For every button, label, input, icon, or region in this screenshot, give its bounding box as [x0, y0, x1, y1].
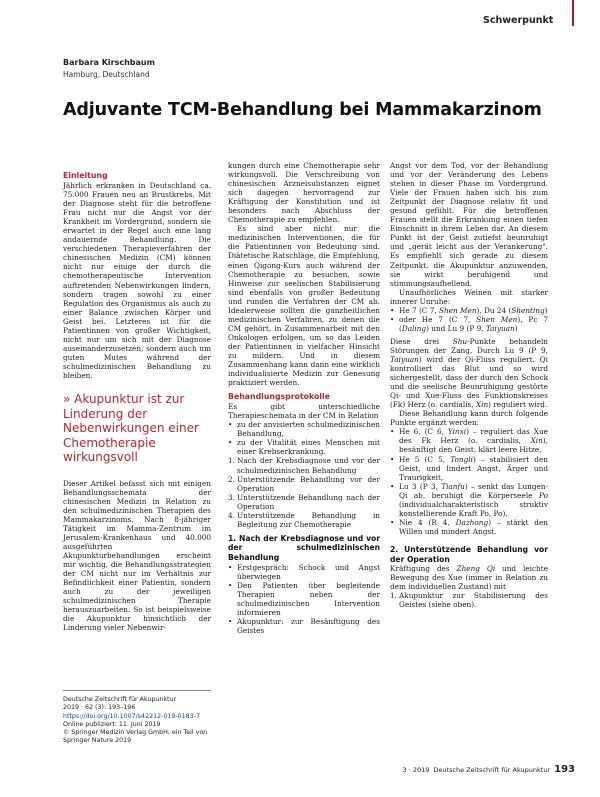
list-item: • Akupunktur: zur Besänftigung des Geistes — [228, 617, 380, 635]
column-1 — [63, 171, 211, 632]
pull-quote: » Akupunktur ist zur Linderung der Nebenwirkungen einer Chemotherapie wirkungsvoll — [63, 392, 199, 465]
text-run: oder He 7 (C 7, — [399, 314, 477, 324]
column-2 — [228, 161, 380, 635]
text-run: ) wird der Qi-Fluss reguliert. Qi kontrolliert das Blut und so wird sichergestellt, dass der durch den Schock und die seelische Beunruhigung gestörte Qi- und Xue-Fluss des Funktionskreises (Fk) Herz (o. cardialis, — [390, 354, 548, 410]
list-item — [228, 511, 380, 529]
list-item — [390, 591, 548, 609]
pinyin-name: Shen Men — [439, 305, 477, 315]
text-run: ), Du 24 ( — [476, 305, 512, 315]
list-text: Unterstützende Behandlung vor der Operation — [237, 474, 380, 493]
body-paragraph: Unaufhörliches Weinen mit starker innerer Unruhe: — [390, 287, 548, 306]
body-paragraph: Diese Behandlung kann durch folgende Punkte ergänzt werden: — [390, 409, 548, 428]
subheading-nach-krebsdiagnose: 1. Nach der Krebsdiagnose und vor der schulmedizinischen Behandlung — [228, 533, 380, 563]
footer-issue: 3 · 2019 — [402, 766, 430, 774]
pinyin-name: Daling — [401, 323, 427, 333]
list-item — [390, 518, 548, 536]
text-run: ), besänftigt den Geist, klärt leere Hitze, — [399, 436, 548, 455]
list-item — [228, 493, 380, 511]
body-paragraph: Dieser Artikel befasst sich mit einigen Behandlungsschemata der chinesischen Medizin in Relation zu den schulmedizinischen Therapien des Mammakarzinoms. Nach 8-jähriger Tätigkeit im Mamma-Zentrum im Jerusalem-Krankenhaus und 40.000 ausgeführten Akupunkturbehandlungen erscheint mir wichtig, die Behandlungsstrategien der CM nicht nur im Verhältnis zur Befindlichkeit einer Patientin, sondern auch zu der jeweiligen schulmedizinischen Therapie herauszuarbeiten. So ist beispielsweise die Akupunktur hinsichtlich der Linderung vieler Nebenwir- — [63, 478, 211, 633]
list-item — [390, 315, 548, 333]
author-affiliation: Hamburg, Deutschland — [63, 70, 150, 79]
citation-copyright: © Springer Medizin Verlag GmbH, ein Teil von Springer Nature 2019 — [63, 729, 208, 745]
list-item — [390, 306, 548, 315]
list-item — [390, 482, 548, 518]
list-item: • zu der anvisierten schulmedizinischen Behandlung, — [228, 420, 380, 438]
text-run: ) — [514, 323, 518, 333]
pinyin-name: Shu — [452, 336, 468, 346]
pinyin-name: Taiyuan — [390, 354, 419, 364]
text-run: ) – stabilisiert den Geist, und lindert Angst, Ärger und Traurigkeit, — [399, 454, 548, 482]
section-kicker: Schwerpunkt — [483, 15, 554, 26]
bullet-list — [228, 563, 380, 635]
list-number: 2. — [228, 474, 235, 484]
body-paragraph: Angst vor dem Tod, vor der Behandlung und vor der Veränderung des Lebens stehen in dieser Phase im Vordergrund. Viele der Frauen haben sich bis zum Zeitpunkt der Diagnose relativ fit und gesund gefühlt. Für die betroffenen Frauen stellt die Erkrankung einen tiefen Einschnitt in ihrem Leben dar. An diesem Punkt ist der Geist zutiefst beunruhigt und „gerät leicht aus der Verankerung". Es empfiehlt sich gerade zu diesem Zeitpunkt, die Akupunktur anzuwenden, sie wirkt beruhigend und stimmungsaufhellend. — [390, 161, 548, 288]
list-text: Nach der Krebsdiagnose und vor der schulmedizinischen Behandlung — [237, 456, 380, 475]
text-run: (individualcharakteristisch struktiv konstellierende Kraft Po, Po), — [399, 499, 548, 518]
pinyin-name: Yinxi — [447, 427, 467, 437]
text-run: ) und Lu 9 (P 9, — [426, 323, 486, 333]
numbered-list — [390, 591, 548, 609]
subheading-vor-operation: 2. Unterstützende Behandlung vor der Operation — [390, 544, 548, 564]
heading-behandlungsprotokolle: Behandlungsprotokolle — [228, 392, 331, 402]
pinyin-name: Po — [538, 490, 548, 500]
citation-box — [63, 690, 211, 746]
body-paragraph — [390, 564, 548, 591]
list-number: 1. — [390, 591, 397, 601]
citation-journal: Deutsche Zeitschrift für Akupunktur — [63, 696, 177, 703]
list-item: • Erstgespräch: Schock und Angst überwiegen — [228, 563, 380, 581]
author-name: Barbara Kirschbaum — [63, 58, 155, 67]
pinyin-name: Dazhong — [455, 517, 489, 527]
text-run: Kräftigung des — [390, 564, 457, 574]
list-item: • zu der Vitalität eines Menschen mit einer Krebserkrankung. — [228, 438, 380, 456]
footer-journal: Deutsche Zeitschrift für Akupunktur — [433, 766, 551, 774]
pinyin-name: Taiyuan — [485, 323, 515, 333]
list-item — [390, 455, 548, 482]
text-run: ), Pc 7 ( — [399, 314, 548, 333]
text-run: ) – stärkt den Willen und mindert Angst. — [399, 517, 549, 536]
body-paragraph: Es sind aber nicht nur die medizinischen Interventionen, die für die Patientinnen von Bedeutung sind. Diätetische Ratschläge, die Empfehlung, einen Qigong-Kurs auch während der Chemotherapie zu besuchen, sowie Hinweise zur seelischen Stabilisierung sind ebenfalls von großer Bedeutung und runden die Verfahren der CM ab. Idealerweise sollten die ganzheitlichen medizinischen Verfahren, zu denen die CM gehört, in Zusammenarbeit mit den Onkologen erfolgen, um so das Leiden der Patientinnen in vielfacher Hinsicht zu mildern. Und in diesem Zusammenhang kann dann eine wirklich individualisierte Medizin zur Genesung praktiziert werden. — [228, 224, 380, 388]
citation-issue: 2019 · 62 (3): 193–196 — [63, 704, 136, 712]
numbered-list — [228, 456, 380, 528]
text-run: Nie 4 (R 4, — [399, 517, 456, 527]
list-item — [228, 456, 380, 474]
pinyin-name: Shenting — [511, 305, 545, 315]
bullet-list — [228, 420, 380, 456]
text-run: ) — [544, 305, 548, 315]
heading-einleitung: Einleitung — [63, 171, 108, 180]
acupoint-list — [390, 427, 548, 536]
text-run: Lu 3 (P 3, — [399, 481, 442, 491]
text-run: ) – senkt das Lungen-Qi ab, beruhigt die Körperseele — [399, 481, 548, 500]
body-paragraph: kungen durch eine Chemotherapie sehr wirkungsvoll. Die Verschreibung von chinesischen Arzneisubstanzen eignet sich dagegen hervorragend zur Kräftigung der Konstitution und ist besonders nach Abschluss der Chemotherapie zu empfehlen. — [228, 161, 380, 225]
citation-online-date: Online publiziert: 11. Juni 2019 — [63, 720, 161, 728]
text-run: -Punkte behandeln Störungen der Zang. Durch Lu 9 (P 9, — [390, 336, 549, 355]
intro-paragraph: Jährlich erkranken in Deutschland ca. 75.000 Frauen neu an Brustkrebs. Mit der Diagnose steht für die betroffene Frau nicht nur die Angst vor der Krankheit im Vordergrund, sondern sie erwartet in der Regel auch eine lang andauernde Behandlung. Die verschiedenen Therapieverfahren der chinesischen Medizin (CM) können nicht nur einige der durch die chemotherapeutische Intervention auftretenden Nebenwirkungen lindern, sondern tragen sowohl zu einer Regulation des Organismus als auch zu einer Balance zwischen Körper und Geist bei. Letzteres ist für die Patientinnen von großer Wichtigkeit, nicht nur um sich mit der Diagnose auseinanderzusetzen, sondern auch um guten Mutes während der schulmedizinischen Behandlung zu bleiben. — [63, 181, 211, 380]
body-paragraph — [390, 337, 548, 409]
pinyin-name: Shen Men — [476, 314, 518, 324]
list-number: 3. — [228, 492, 235, 502]
list-item — [228, 475, 380, 493]
list-number: 1. — [228, 456, 235, 466]
page-number: 193 — [554, 764, 575, 775]
pinyin-name: Xin — [530, 436, 543, 446]
text-run: ) reguliert wird. — [488, 400, 548, 410]
text-run: ) – reguliert das Xue des Fk Herz (o. cardialis, — [399, 427, 548, 446]
pinyin-name: Xin — [475, 400, 489, 410]
list-item — [390, 427, 548, 454]
article-title: Adjuvante TCM-Behandlung bei Mammakarzinom — [63, 100, 542, 120]
text-run: He 7 (C 7, — [399, 305, 439, 315]
list-text: Unterstützende Behandlung in Begleitung zur Chemotherapie — [237, 510, 380, 529]
pinyin-name: Tongli — [450, 454, 473, 464]
text-run: He 6, (C 6, — [399, 427, 448, 437]
acupoint-list — [390, 306, 548, 333]
list-text: Unterstützende Behandlung nach der Operation — [237, 492, 380, 511]
pinyin-name: Zheng Qi — [456, 564, 496, 574]
text-run: Diese drei — [390, 336, 453, 346]
text-run: und leichte Bewegung des Xue (immer in Relation zu dem individuellen Zustand) mit — [390, 564, 549, 592]
list-text: Akupunktur zur Stabilisierung des Geistes (siehe oben). — [399, 591, 548, 610]
citation-doi-link[interactable]: https://doi.org/10.1007/s42212-019-0183-7 — [63, 712, 200, 720]
column-3 — [390, 161, 548, 609]
list-number: 4. — [228, 510, 235, 520]
body-paragraph: Es gibt unterschiedliche Therapieschemata in der CM in Relation — [228, 402, 380, 421]
text-run: He 5 (C 5, — [399, 454, 451, 464]
pinyin-name: Tianfu — [441, 481, 465, 491]
page-footer — [385, 764, 575, 775]
list-item: • Den Patienten über begleitende Therapien neben der schulmedizinischen Intervention informieren — [228, 581, 380, 617]
